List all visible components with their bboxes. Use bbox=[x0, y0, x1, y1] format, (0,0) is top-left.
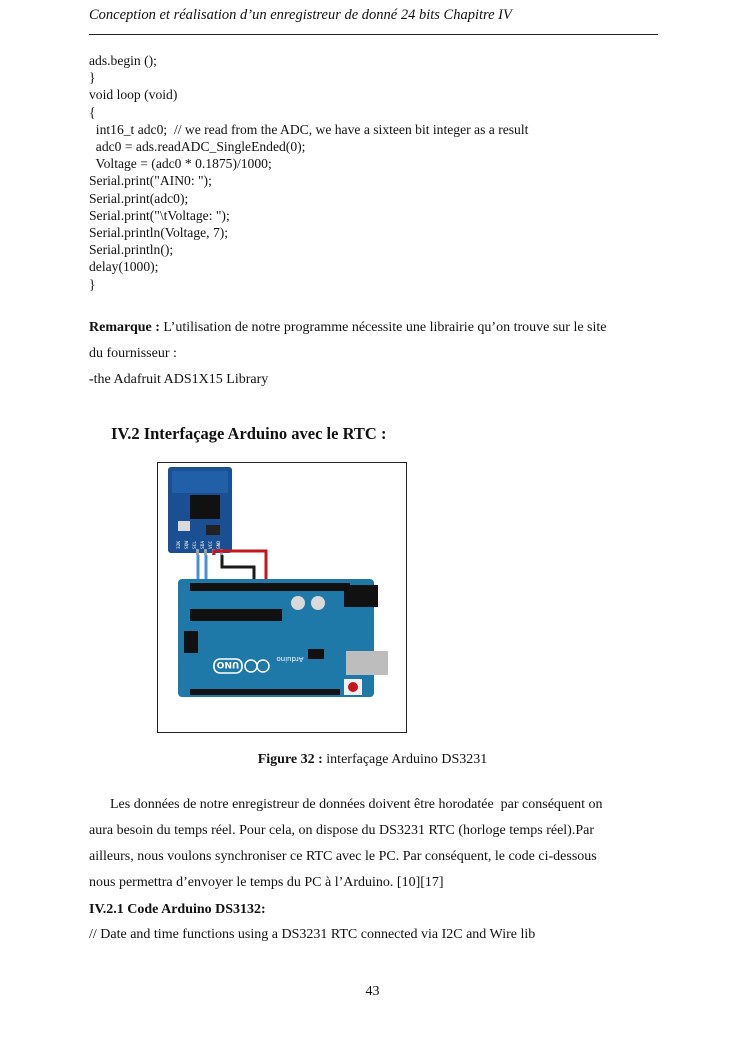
code-line: } bbox=[89, 70, 96, 86]
arduino-rtc-wiring-image bbox=[158, 463, 406, 732]
remark-text: L’utilisation de notre programme nécessite une librairie qu’on trouve sur le site bbox=[159, 320, 607, 335]
remark-paragraph bbox=[89, 320, 606, 336]
code-line: Serial.print(adc0); bbox=[89, 190, 189, 206]
remark-text-continued: du fournisseur : bbox=[89, 346, 177, 361]
code-line: { bbox=[89, 104, 96, 120]
code-comment: // Date and time functions using a DS3231 RTC connected via I2C and Wire lib bbox=[89, 927, 536, 942]
rtc-pin-label: SDA bbox=[201, 540, 206, 549]
figure-frame bbox=[157, 462, 407, 733]
board-brand: Arduino bbox=[276, 655, 304, 663]
body-line: Les données de notre enregistreur de données doivent être horodatée par conséquent on bbox=[89, 797, 603, 812]
rtc-pin-label: 32K bbox=[177, 540, 182, 549]
code-block bbox=[89, 52, 528, 293]
code-line: delay(1000); bbox=[89, 259, 159, 275]
code-line: Serial.println(); bbox=[89, 242, 174, 258]
figure-caption-text: interfaçage Arduino DS3231 bbox=[322, 752, 488, 767]
board-logo: UNO bbox=[216, 659, 240, 669]
library-name: the Adafruit ADS1X15 Library bbox=[93, 372, 269, 387]
code-line: void loop (void) bbox=[89, 87, 178, 103]
rtc-pin-label: VCC bbox=[209, 540, 214, 549]
rtc-pin-label: SQW bbox=[185, 540, 190, 549]
body-line: ailleurs, nous voulons synchroniser ce RTC avec le PC. Par conséquent, le code ci-dessous bbox=[89, 849, 597, 864]
header-rule bbox=[89, 34, 658, 35]
running-header: Conception et réalisation d’un enregistreur de donné 24 bits Chapitre IV bbox=[89, 7, 512, 23]
code-line: ads.begin (); bbox=[89, 53, 157, 68]
library-dash: - bbox=[89, 372, 94, 387]
code-line: adc0 = ads.readADC_SingleEnded(0); bbox=[89, 139, 306, 155]
code-line: Serial.print("AIN0: "); bbox=[89, 173, 212, 189]
page-number: 43 bbox=[365, 984, 380, 999]
section-title: IV.2 Interfaçage Arduino avec le RTC : bbox=[111, 424, 387, 443]
remark-label: Remarque : bbox=[89, 320, 160, 335]
code-line: int16_t adc0; // we read from the ADC, we have a sixteen bit integer as a result bbox=[89, 121, 529, 137]
body-line: nous permettra d’envoyer le temps du PC à l’Arduino. [10][17] bbox=[89, 875, 444, 890]
code-line: Serial.print("\tVoltage: "); bbox=[89, 207, 230, 223]
library-line bbox=[89, 372, 268, 388]
figure-caption bbox=[0, 752, 745, 768]
code-line: Voltage = (adc0 * 0.1875)/1000; bbox=[89, 156, 272, 172]
rtc-pin-label: GND bbox=[217, 540, 222, 549]
subsection-title: IV.2.1 Code Arduino DS3132: bbox=[89, 902, 266, 917]
body-line: aura besoin du temps réel. Pour cela, on dispose du DS3231 RTC (horloge temps réel).Par bbox=[89, 823, 594, 838]
code-line: } bbox=[89, 276, 96, 292]
code-line: Serial.println(Voltage, 7); bbox=[89, 225, 229, 241]
figure-label: Figure 32 : bbox=[257, 752, 323, 767]
rtc-pin-label: SCL bbox=[193, 540, 198, 549]
